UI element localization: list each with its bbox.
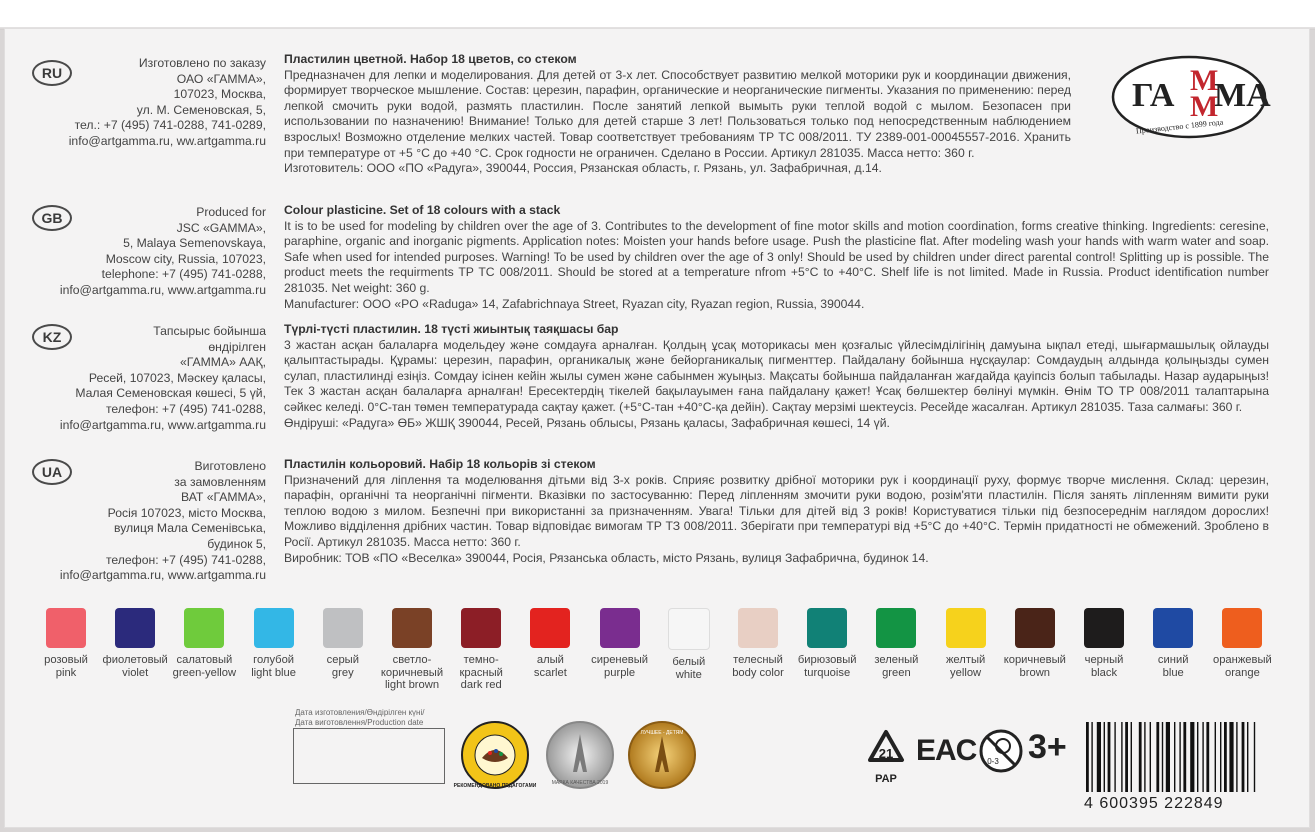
address-line: ВАТ «ГАММА»,	[180, 490, 266, 505]
color-name-ru: желтый	[945, 654, 986, 666]
quality-mark-seal	[545, 720, 615, 790]
color-chip	[46, 608, 86, 648]
barcode-bar	[1215, 722, 1216, 792]
address-line: тел.: +7 (495) 741-0288, 741-0289,	[74, 118, 266, 133]
description-block	[284, 52, 1071, 177]
manufacturer-line: Өндіруші: «Радуга» ӨБ» ЖШҚ 390044, Ресей, Рязань облысы, Рязань қаласы, Зафабричная көшесі, 14 үй.	[284, 415, 890, 430]
color-chip	[530, 608, 570, 648]
barcode-bar	[1150, 722, 1151, 792]
color-name-ru: оранжевый	[1212, 654, 1272, 666]
barcode-bar	[1190, 722, 1194, 792]
address-line: ул. М. Семеновская, 5,	[136, 102, 266, 117]
manufacturer-line: Manufacturer: ООО «PO «Raduga» 14, Zafabrichnaya Street, Ryazan city, Ryazan region, Russia, 390044.	[284, 296, 865, 311]
color-swatch	[930, 608, 1002, 679]
language-badge: UA	[32, 459, 72, 485]
color-name-en: brown	[1019, 666, 1051, 679]
color-swatch	[238, 608, 310, 679]
age-warning-text: 0-3	[987, 757, 999, 766]
address-line: вулиця Мала Семенівська,	[114, 521, 266, 536]
production-label-line2: Дата виготовлення/Production date	[295, 718, 424, 727]
color-name-ru: серый	[326, 654, 359, 666]
recycle-number: 21	[878, 746, 894, 761]
box-edge	[0, 0, 1315, 30]
description-block	[284, 322, 1269, 431]
address-line: Produced for	[196, 205, 266, 219]
production-date-box	[293, 728, 445, 784]
color-swatch	[99, 608, 171, 679]
color-chip	[254, 608, 294, 648]
color-swatch	[722, 608, 794, 679]
color-name-en: purple	[604, 666, 636, 679]
barcode-bar	[1236, 722, 1237, 792]
barcode-bar	[1242, 722, 1245, 792]
barcode	[1082, 720, 1282, 800]
color-swatches	[30, 608, 1290, 691]
barcode-bar	[1131, 722, 1132, 792]
color-chip	[668, 608, 710, 650]
seal-text: РЕКОМЕНДОВАНО ПЕДАГОГАМИ	[453, 783, 537, 789]
color-name-en: pink	[55, 666, 77, 679]
color-name-en: violet	[122, 666, 149, 679]
teachers-recommend-seal	[453, 720, 537, 790]
color-name-en: orange	[1224, 666, 1260, 679]
logo-letter-m-top: М	[1190, 64, 1219, 97]
color-swatch	[376, 608, 448, 692]
color-name-ru: зеленый	[874, 654, 919, 666]
color-name-en: blue	[1162, 666, 1184, 679]
barcode-bar	[1086, 722, 1089, 792]
address-line: Moscow city, Russia, 107023,	[105, 251, 266, 266]
address-line: info@artgamma.ru, ww.artgamma.ru	[68, 133, 266, 148]
color-swatch	[653, 608, 725, 681]
address-line: info@artgamma.ru, www.artgamma.ru	[59, 568, 266, 583]
address-line: telephone: +7 (495) 741-0288,	[101, 267, 266, 282]
address-line: 107023, Москва,	[173, 87, 266, 102]
color-chip	[1084, 608, 1124, 648]
color-chip	[1222, 608, 1262, 648]
color-swatch	[860, 608, 932, 679]
color-name-en: green	[882, 666, 911, 679]
color-name-ru: сиреневый	[591, 654, 649, 666]
address-line: Изготовлено по заказу	[138, 56, 266, 70]
color-chip	[1015, 608, 1055, 648]
barcode-bar	[1247, 722, 1248, 792]
address-block	[24, 324, 266, 433]
barcode-bar	[1197, 722, 1198, 792]
address-line: Виготовлено	[194, 459, 266, 473]
color-chip	[392, 608, 432, 648]
color-name-ru: черный	[1084, 654, 1124, 666]
barcode-bar	[1183, 722, 1186, 792]
barcode-number: 4 600395 222849	[1084, 795, 1224, 812]
color-name-ru: алый	[536, 654, 564, 666]
barcode-bar	[1224, 722, 1227, 792]
description-block	[284, 457, 1269, 566]
logo-letters-right: МА	[1214, 77, 1271, 114]
barcode-bar	[1121, 722, 1122, 792]
color-name-en: light blue	[251, 666, 296, 679]
color-swatch	[168, 608, 240, 679]
seal-text: ЛУЧШЕЕ - ДЕТЯМ	[640, 730, 684, 736]
color-name-ru: коричневый	[1003, 654, 1066, 666]
color-name-ru: салатовый	[176, 654, 233, 666]
description-title: Түрлі-түсті пластилин. 18 түсті жиынтық таяқшасы бар	[284, 322, 619, 336]
color-chip	[807, 608, 847, 648]
logo-letters-left: ГА	[1132, 77, 1175, 114]
seal-text: МАРКА КАЧЕСТВА 2019	[551, 780, 609, 786]
age-warning-icon	[978, 728, 1024, 774]
color-chip	[946, 608, 986, 648]
address-line: телефон: +7 (495) 741-0288,	[105, 552, 266, 567]
color-name-en: black	[1090, 666, 1118, 679]
logo-letter-m-bottom: М	[1190, 90, 1219, 123]
barcode-bar	[1091, 722, 1092, 792]
description-body: Предназначен для лепки и моделирования. Для детей от 3-х лет. Способствует развитию мелкой моторики рук и координации движения, формирует творческое мышление. Состав: церезин, парафин, органические и неорганические пигменты. Указания по применению: перед лепкой смочить руки водой, размять пластилин. После занятий лепкой вымыть руки теплой водой с мылом. Безопасен при использовании по назначению! Внимание! Только для детей старше 3 лет! Пользоваться только под непосредственным наблюдением взрослых! Возможно отделение мелких частей. Товар соответствует требованиям ТР ТС 008/2011. ТУ 2389-001-00045557-2016. Хранить при температуре от +5 °С до +40 °С. Срок годности не ограничен. Сделано в России. Артикул 281035. Масса нетто: 360 г.	[284, 67, 1071, 160]
address-line: 5, Malaya Semenovskaya,	[123, 236, 266, 251]
address-line: Ресей, 107023, Мәскеу қаласы,	[88, 370, 266, 385]
description-body: Призначений для ліплення та моделювання дітьми від 3-х років. Сприяє розвитку дрібної моторики рук і координації руху, формує творче мислення. Склад: церезин, парафін, органічні та неорганічні пігменти. Вказівки по застосуванню: Перед ліпленням змочити руки водою, розім'яти пластилін. Після занять ліпленням вимити руки теплою водою з милом. Безпечні при використанні за призначенням. Увага! Тільки для дітей від 3 років! Користуватися тільки під безпосереднім наглядом дорослих! Можливо відділення дрібних частин. Товар відповідає вимогам ТР ТЗ 008/2011. Зберігати при температурі від +5°С до +40°С. Термін придатності не обмежений. Зроблено в Росії. Артикул 281035. Масса нетто: 360 г.	[284, 472, 1269, 549]
color-name-ru: телесный	[733, 654, 783, 666]
barcode-bar	[1162, 722, 1163, 792]
barcode-bar	[1202, 722, 1203, 792]
color-swatch	[791, 608, 863, 679]
barcode-bar	[1179, 722, 1180, 792]
color-swatch	[584, 608, 656, 679]
color-chip	[600, 608, 640, 648]
color-name-ru: фиолетовый	[102, 654, 168, 666]
color-name-en: green-yellow	[172, 666, 237, 679]
address-line: info@artgamma.ru, www.artgamma.ru	[59, 417, 266, 432]
color-name-en: body color	[732, 666, 784, 679]
logo-subtitle: Производство с 1899 года	[1135, 117, 1224, 136]
address-line: Росія 107023, місто Москва,	[107, 505, 266, 520]
color-name-ru: розовый	[44, 654, 88, 666]
language-badge: KZ	[32, 324, 72, 350]
manufacturer-line: Виробник: ТОВ «ПО «Веселка» 390044, Росія, Рязанська область, місто Рязань, вулиця Зафабрична, будинок 14.	[284, 550, 929, 565]
address-block	[24, 459, 266, 584]
address-line: за замовленням	[174, 474, 266, 489]
recycle-icon	[862, 726, 910, 790]
barcode-bar	[1097, 722, 1101, 792]
color-name-ru: синий	[1157, 654, 1189, 666]
address-line: JSC «GAMMA»,	[176, 220, 266, 235]
color-name-ru: темно- красный	[459, 654, 503, 679]
language-badge: GB	[32, 205, 72, 231]
color-swatch	[307, 608, 379, 679]
address-line: «ГАММА» ААҚ,	[179, 355, 266, 370]
address-line: ОАО «ГАММА»,	[176, 71, 266, 86]
address-line: info@artgamma.ru, www.artgamma.ru	[59, 282, 266, 297]
color-name-en: white	[675, 668, 702, 681]
color-name-ru: бирюзовый	[797, 654, 857, 666]
color-swatch	[1068, 608, 1140, 679]
barcode-bar	[1139, 722, 1142, 792]
barcode-bar	[1104, 722, 1105, 792]
production-date-label	[295, 708, 424, 728]
color-swatch	[514, 608, 586, 679]
description-title: Пластилин цветной. Набор 18 цветов, со стеком	[284, 52, 577, 66]
color-chip	[184, 608, 224, 648]
color-chip	[738, 608, 778, 648]
barcode-bar	[1229, 722, 1233, 792]
barcode-bar	[1220, 722, 1221, 792]
best-for-children-seal	[627, 720, 697, 790]
color-name-en: yellow	[950, 666, 982, 679]
description-title: Colour plasticine. Set of 18 colours with a stack	[284, 203, 561, 217]
color-name-ru: белый	[672, 656, 706, 668]
barcode-bar	[1254, 722, 1255, 792]
barcode-bar	[1144, 722, 1145, 792]
barcode-bar	[1206, 722, 1209, 792]
description-body: 3 жастан асқан балаларға модельдеу және сомдауға арналған. Қолдың ұсақ моторикасы мен қозғалыс үйлесімділігінің дамуына ықпал етеді, шығармашылық ойлауды қалыптастырады. Құрамы: церезин, парафин, органикалық және бейорганикалық пигменттер. Пайдалану бойынша нұсқаулар: Сомдаудың алдында қолыңызды сумен сулап, пластилинді езіңіз. Сомдау ісінен кейін жылы сумен және сабынмен жуыңыз. Мақсаты бойынша пайдаланған жағдайда қауіпсіз болып табылады. Назар аударыңыз! Тек 3 жастан асқан балаларға арналған! Ересектердің тікелей бақылауымен ғана пайдалану қажет! Ұсақ бөлшектер бөлінуі мүмкін. Өнім ТО ТР 008/2011 талаптарына сәйкес келеді. 0°С-тан төмен температурада сақтау қажет. (+5°С-тан +40°С-қа дейін). Сақтау мерзімі шектеусіз. Ресейде жасалған. Артикул 281035. Таза салмағы: 360 г.	[284, 337, 1269, 414]
address-line: Малая Семеновская көшесі, 5 үй,	[75, 386, 266, 401]
color-name-en: dark red	[460, 679, 502, 691]
address-line: Тапсырыс бойынша	[153, 324, 266, 338]
address-line: телефон: +7 (495) 741-0288,	[105, 401, 266, 416]
address-line: будинок 5,	[207, 536, 266, 551]
address-block	[24, 56, 266, 150]
description-title: Пластилін кольоровий. Набір 18 кольорів зі стеком	[284, 457, 596, 471]
color-chip	[1153, 608, 1193, 648]
barcode-bar	[1108, 722, 1111, 792]
language-badge: RU	[32, 60, 72, 86]
color-name-en: scarlet	[533, 666, 567, 679]
color-swatch	[999, 608, 1071, 679]
color-name-ru: голубой	[253, 654, 295, 666]
color-name-en: turquoise	[804, 666, 851, 679]
eac-mark: EAC	[916, 734, 977, 767]
gamma-logo	[1110, 54, 1271, 140]
barcode-bar	[1156, 722, 1159, 792]
barcode-bar	[1166, 722, 1170, 792]
color-chip	[876, 608, 916, 648]
color-chip	[115, 608, 155, 648]
description-body: It is to be used for modeling by children over the age of 3. Contributes to the development of fine motor skills and motion coordination, forms creative thinking. Ingredients: ceresine, paraphine, organic and inorganic pigments. Application notes: Moisten your hands before usage. Push the plasticine flat. After modeling wash your hands with warm water and soap. Safe when used for intended purposes. Warning! To be used by children over the age of 3 only! Should be used by children under direct parental control! Splitting up is possible. The product meets the requirments TP TC 008/2011. Should be stored at a temperature nfrom +5°C to +40°C. Shelf life is not limited. Made in Russia. Product identification number 281035. Net weight: 360 g.	[284, 218, 1269, 295]
address-line: өндірілген	[208, 339, 266, 354]
address-block	[24, 205, 266, 299]
barcode-bar	[1174, 722, 1175, 792]
production-label-line1: Дата изготовления/Өндірілген күні/	[295, 708, 425, 717]
manufacturer-line: Изготовитель: ООО «ПО «Радуга», 390044, Россия, Рязанская область, г. Рязань, ул. Зафабричная, д.14.	[284, 161, 882, 176]
barcode-bar	[1114, 722, 1115, 792]
description-block	[284, 203, 1269, 312]
color-swatch	[30, 608, 102, 679]
age-rating: 3+	[1028, 728, 1067, 766]
color-name-en: light brown	[384, 679, 440, 691]
color-swatch	[1137, 608, 1209, 679]
recycle-label: PAP	[875, 773, 897, 785]
barcode-bar	[1125, 722, 1128, 792]
color-name-en: grey	[331, 666, 354, 679]
color-chip	[461, 608, 501, 648]
color-swatch	[1206, 608, 1278, 679]
color-name-ru: светло- коричневый	[380, 654, 444, 679]
color-chip	[323, 608, 363, 648]
color-swatch	[445, 608, 517, 692]
